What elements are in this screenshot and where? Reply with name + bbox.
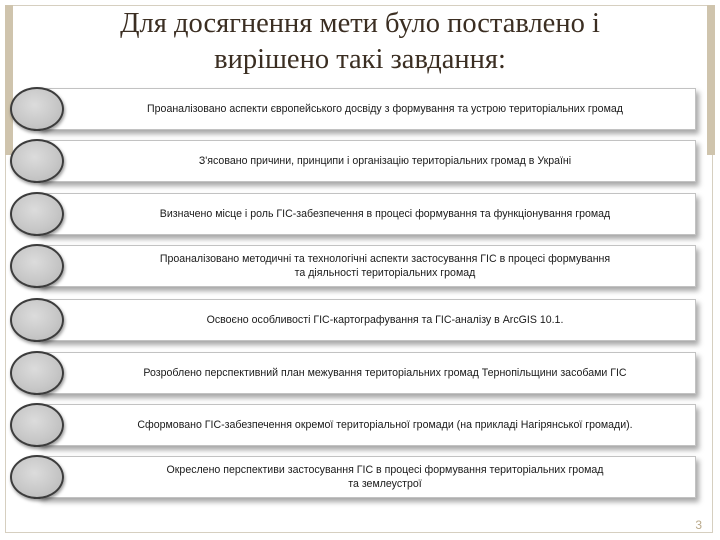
title-line-1: Для досягнення мети було поставлено і bbox=[120, 8, 600, 39]
task-item-7 bbox=[8, 402, 698, 448]
decorative-band-right bbox=[707, 5, 715, 155]
task-item-2 bbox=[8, 138, 698, 184]
task-box bbox=[38, 140, 696, 182]
decorative-band-left bbox=[5, 5, 13, 155]
bullet-circle-icon bbox=[10, 455, 64, 499]
task-box bbox=[38, 299, 696, 341]
bullet-circle-icon bbox=[10, 298, 64, 342]
task-text: Проаналізовано методичні та технологічні аспекти застосування ГІС в процесі формування та діяльності територіальних громад bbox=[159, 253, 611, 279]
task-item-6 bbox=[8, 350, 698, 396]
bullet-circle-icon bbox=[10, 244, 64, 288]
task-text: Сформовано ГІС-забезпечення окремої територіальної громади (на прикладі Нагірянської громади). bbox=[137, 419, 633, 431]
bullet-circle-icon bbox=[10, 351, 64, 395]
page-number: 3 bbox=[695, 518, 702, 532]
task-box bbox=[38, 352, 696, 394]
bullet-circle-icon bbox=[10, 403, 64, 447]
task-text: Проаналізовано аспекти європейського досвіду з формування та устрою територіальних громад bbox=[147, 103, 623, 115]
task-box bbox=[38, 245, 696, 287]
task-item-5 bbox=[8, 297, 698, 343]
task-text: Визначено місце і роль ГІС-забезпечення в процесі формування та функціонування громад bbox=[159, 208, 611, 220]
task-item-1 bbox=[8, 86, 698, 132]
task-text: З'ясовано причини, принципи і організацію територіальних громад в Україні bbox=[198, 155, 572, 167]
bullet-circle-icon bbox=[10, 192, 64, 236]
task-item-8 bbox=[8, 454, 698, 500]
task-text: Освоєно особливості ГІС-картографування та ГІС-аналізу в ArcGIS 10.1. bbox=[206, 314, 564, 326]
bullet-circle-icon bbox=[10, 87, 64, 131]
task-text: Розроблено перспективний план межування територіальних громад Тернопільщини засобами ГІС bbox=[143, 367, 627, 379]
task-text: Окреслено перспективи застосування ГІС в процесі формування територіальних громад та землеустрої bbox=[166, 464, 604, 490]
task-box bbox=[38, 88, 696, 130]
task-item-3 bbox=[8, 191, 698, 237]
bullet-circle-icon bbox=[10, 139, 64, 183]
title-line-2: вирішено такі завдання: bbox=[214, 44, 506, 75]
task-box bbox=[38, 456, 696, 498]
slide-title bbox=[60, 6, 660, 78]
task-box bbox=[38, 193, 696, 235]
task-item-4 bbox=[8, 243, 698, 289]
task-box bbox=[38, 404, 696, 446]
